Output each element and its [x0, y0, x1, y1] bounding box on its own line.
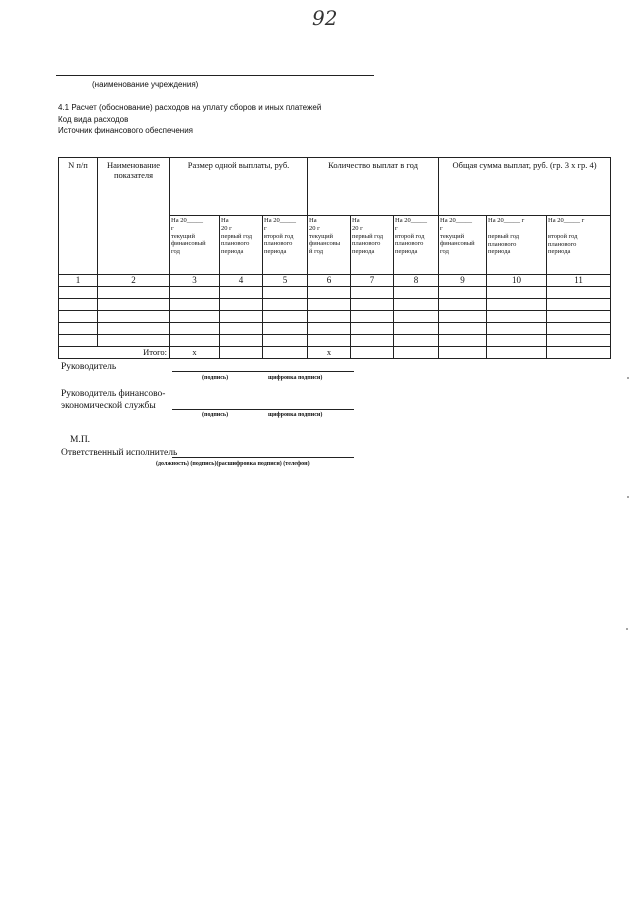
- table-cell[interactable]: [394, 287, 439, 299]
- col-number: 10: [487, 275, 547, 287]
- table-cell[interactable]: [170, 311, 220, 323]
- col-number: 1: [59, 275, 98, 287]
- subheader-c8: На 20_____ г второй год планового периода: [394, 216, 439, 275]
- table-cell[interactable]: [547, 347, 611, 359]
- funding-source-label: Источник финансового обеспечения: [58, 126, 194, 135]
- section-title: 4.1 Расчет (обоснование) расходов на уплату сборов и иных платежей: [58, 103, 322, 112]
- table-cell[interactable]: [308, 311, 351, 323]
- table-cell[interactable]: [394, 311, 439, 323]
- table-cell[interactable]: [59, 299, 98, 311]
- header-row-groups: [59, 158, 611, 216]
- institution-line: [56, 75, 374, 76]
- table-cell[interactable]: [351, 323, 394, 335]
- table-cell[interactable]: [170, 287, 220, 299]
- table-cell[interactable]: [439, 347, 487, 359]
- col-number: 11: [547, 275, 611, 287]
- column-numbers-row: [59, 275, 611, 287]
- table-cell[interactable]: [59, 335, 98, 347]
- table-cell[interactable]: [263, 347, 308, 359]
- table-cell[interactable]: [547, 299, 611, 311]
- head-signature-line[interactable]: [172, 371, 354, 372]
- col-number: 5: [263, 275, 308, 287]
- table-cell[interactable]: [351, 335, 394, 347]
- table-cell[interactable]: [487, 335, 547, 347]
- table-row: [59, 335, 611, 347]
- table-cell[interactable]: [308, 299, 351, 311]
- col-header-indicator: Наименование показателя: [98, 158, 170, 275]
- col-number: 8: [394, 275, 439, 287]
- table-cell[interactable]: [547, 287, 611, 299]
- subheader-c5: На 20_____ г второй год планового периода: [263, 216, 308, 275]
- table-cell[interactable]: [487, 287, 547, 299]
- table-cell[interactable]: [547, 335, 611, 347]
- head-label: Руководитель: [61, 362, 117, 372]
- table-cell[interactable]: [98, 323, 170, 335]
- executor-label: Ответственный исполнитель: [61, 448, 178, 458]
- table-cell[interactable]: [220, 347, 263, 359]
- subheader-c11: На 20_____ г второй год планового периода: [547, 216, 611, 275]
- table-cell[interactable]: [170, 299, 220, 311]
- table-cell[interactable]: [547, 311, 611, 323]
- table-cell[interactable]: [439, 287, 487, 299]
- subheader-c7: На 20 г первый год планового периода: [351, 216, 394, 275]
- scan-speck: [627, 377, 629, 379]
- fin-caption-decode: щифровка подписи): [268, 412, 323, 418]
- table-cell[interactable]: [220, 335, 263, 347]
- head-caption-signature: (подпись): [202, 375, 229, 381]
- group-header-payment-count: Количество выплат в год: [308, 158, 439, 216]
- table-cell[interactable]: [394, 347, 439, 359]
- table-cell[interactable]: [98, 335, 170, 347]
- subheader-c3: На 20_____ г текущий финансовый год: [170, 216, 220, 275]
- table-cell[interactable]: [220, 323, 263, 335]
- table-cell[interactable]: [263, 323, 308, 335]
- table-cell[interactable]: [351, 347, 394, 359]
- total-label: Итого:: [59, 347, 170, 359]
- subheader-c6: На 20 г текущий финансовы й год: [308, 216, 351, 275]
- table-cell[interactable]: [59, 311, 98, 323]
- table-cell[interactable]: [220, 299, 263, 311]
- table-cell[interactable]: [308, 335, 351, 347]
- table-cell[interactable]: [547, 323, 611, 335]
- col-number: 9: [439, 275, 487, 287]
- table-row: [59, 287, 611, 299]
- table-cell[interactable]: [308, 287, 351, 299]
- scan-speck: [627, 496, 629, 498]
- total-row: [59, 347, 611, 359]
- table-cell[interactable]: [394, 323, 439, 335]
- institution-caption: (наименование учреждения): [92, 80, 199, 89]
- table-cell[interactable]: [487, 299, 547, 311]
- total-x-c3: х: [170, 347, 220, 359]
- table-cell[interactable]: [98, 311, 170, 323]
- col-number: 4: [220, 275, 263, 287]
- group-header-payment-size: Размер одной выплаты, руб.: [170, 158, 308, 216]
- col-header-npp: N п/п: [59, 158, 98, 275]
- table-cell[interactable]: [439, 311, 487, 323]
- col-number: 3: [170, 275, 220, 287]
- table-row: [59, 323, 611, 335]
- table-cell[interactable]: [220, 311, 263, 323]
- page-number: 92: [312, 6, 338, 30]
- head-caption-decode: щифровка подписи): [268, 375, 323, 381]
- table-cell[interactable]: [351, 299, 394, 311]
- table-cell[interactable]: [98, 287, 170, 299]
- stamp-placeholder: М.П.: [70, 435, 91, 445]
- total-x-c6: х: [308, 347, 351, 359]
- executor-signature-line[interactable]: [172, 457, 354, 458]
- expense-code-label: Код вида расходов: [58, 115, 129, 124]
- col-number: 2: [98, 275, 170, 287]
- fin-label-line2: экономической службы: [61, 401, 156, 411]
- table-cell[interactable]: [487, 347, 547, 359]
- table-cell[interactable]: [394, 335, 439, 347]
- table-cell[interactable]: [263, 287, 308, 299]
- table-cell[interactable]: [98, 299, 170, 311]
- table-cell[interactable]: [394, 299, 439, 311]
- subheader-c10: На 20_____ г первый год планового периода: [487, 216, 547, 275]
- table-cell[interactable]: [263, 311, 308, 323]
- subheader-c9: На 20_____ г текущий финансовый год: [439, 216, 487, 275]
- table-cell[interactable]: [170, 335, 220, 347]
- table-cell[interactable]: [487, 311, 547, 323]
- table-cell[interactable]: [59, 287, 98, 299]
- table-cell[interactable]: [351, 287, 394, 299]
- table-cell[interactable]: [170, 323, 220, 335]
- table-cell[interactable]: [263, 335, 308, 347]
- table-cell[interactable]: [439, 323, 487, 335]
- table-row: [59, 311, 611, 323]
- fin-signature-line[interactable]: [172, 409, 354, 410]
- table-cell[interactable]: [59, 323, 98, 335]
- table-cell[interactable]: [351, 311, 394, 323]
- table-cell[interactable]: [487, 323, 547, 335]
- col-number: 7: [351, 275, 394, 287]
- calculation-table: [58, 157, 611, 359]
- executor-caption: (должность) (подпись)(расшифровка подписи) (телефон): [156, 461, 310, 467]
- table-cell[interactable]: [263, 299, 308, 311]
- subheader-c4: На 20 г первый год планового периода: [220, 216, 263, 275]
- group-header-total-sum: Общая сумма выплат, руб. (гр. 3 x гр. 4): [439, 158, 611, 216]
- table-cell[interactable]: [308, 323, 351, 335]
- table-cell[interactable]: [220, 287, 263, 299]
- table-row: [59, 299, 611, 311]
- fin-caption-signature: (подпись): [202, 412, 229, 418]
- table-cell[interactable]: [439, 299, 487, 311]
- col-number: 6: [308, 275, 351, 287]
- table-cell[interactable]: [439, 335, 487, 347]
- scan-speck: [626, 628, 628, 630]
- fin-label-line1: Руководитель финансово-: [61, 389, 166, 399]
